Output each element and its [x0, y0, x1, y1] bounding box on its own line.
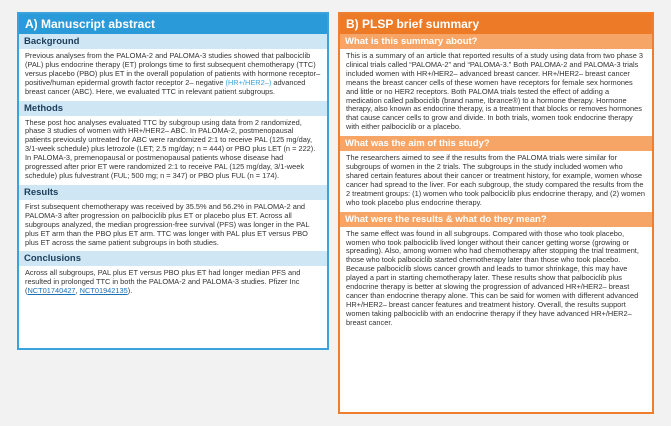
- about-text: This is a summary of an article that reported results of a study using data from two phase 3 clinical trials called “PALOMA-2” and “PALOMA-3.” Both PALOMA-2 and PALOMA-3 trials included women with HR+/HER2– advanced breast cancer. HR+/HER2– breast cancer means the breast cancer cells of these women have receptors for female sex hormones and little or no HER2 receptors. Both PALOMA trials tested the effect of adding a medication called palbociclib (brand name, Ibrance®) to a hormone therapy. Hormone therapy, also known as endocrine therapy, is a treatment that blocks or removes hormones that cause cancer cells to grow and divide. In both trials, women took endocrine therapy with either palbociclib or a placebo.: [346, 51, 643, 132]
- methods-text: These post hoc analyses evaluated TTC by subgroup using data from 2 randomized, phase 3 studies of women with HR+/HER2– ABC. In PALOMA-2, postmenopausal patients previously untreated for ABC were randomized 2:1 to receive PAL (125 mg/day, 3/1-week schedule) plus letrozole (LET; 2.5 mg/day; n = 444) or PBO plus LET (n = 222). In PALOMA-3, premenopausal or postmenopausal patients whose disease had progressed after prior ET were randomized 2:1 to receive PAL (125 mg/day, 3/1-week schedule) plus fulvestrant (FUL; 500 mg; n = 347) or PBO plus FUL (n = 174).: [25, 117, 316, 180]
- conclusions-heading: Conclusions: [19, 251, 327, 266]
- results-text: First subsequent chemotherapy was received by 35.5% and 56.2% in PALOMA-2 and PALOMA-3 after progression on palbociclib plus ET or placebo plus ET. Across all subgroups analyzed, the median progression-free survival (PFS) was longer in the PAL plus ET arm than the PBO plus ET arm. TTC was longer with PAL plus ET versus PBO plus ET across the same patient subgroups in both studies.: [25, 201, 310, 247]
- conclusions-end: ).: [127, 286, 133, 296]
- results-heading: Results: [19, 185, 327, 200]
- conclusions-text: [19, 266, 327, 300]
- background-text: [19, 49, 327, 101]
- results-meaning-heading: What were the results & what do they mean?: [340, 212, 652, 227]
- conclusions-text-main: Across all subgroups, PAL plus ET versus PBO plus ET had longer median PFS and resulted in prolonged TTC in both the PALOMA-2 and PALOMA-3 studies. Pfizer Inc (: [25, 268, 301, 296]
- methods-heading: Methods: [19, 101, 327, 116]
- plsp-summary-title: B) PLSP brief summary: [340, 14, 652, 34]
- background-text-a: Previous analyses from the PALOMA-2 and PALOMA-3 studies showed that palbociclib (PAL) plus endocrine therapy (ET) prolongs time to first subsequent chemotherapy (TTC) versus placebo (PBO) plus ET in the overall population of patients with hormone receptor–positive/human epidermal growth factor receptor 2– negative: [25, 51, 321, 87]
- hr-her2-highlight: (HR+/HER2–): [225, 77, 272, 87]
- background-heading: Background: [19, 34, 327, 49]
- manuscript-abstract-title: A) Manuscript abstract: [19, 14, 327, 34]
- nct01942135-link[interactable]: NCT01942135: [79, 286, 128, 296]
- about-heading: What is this summary about?: [340, 34, 652, 49]
- plsp-summary-panel: [338, 12, 654, 414]
- conclusions-sep: ,: [75, 286, 80, 296]
- results-meaning-text: The same effect was found in all subgroups. Compared with those who took placebo, women who took palbociclib lived longer without their cancer getting worse (growing or spreading). Also, among women who had chemotherapy after stopping the trial treatment, those who took palbociclib started chemotherapy later than those who took placebo. Because palbociclib slows cancer growth and leads to tumor shrinkage, this may have played a part in starting chemotherapy later. These results show that palbociclib plus endocrine therapy is better at slowing the progression of advanced HR+/HER2– breast cancer than endocrine therapy alone. This can be said for women with different advanced HR+/HER2– breast cancer features and treatment history. Overall, the results support women taking palbociclib with an endocrine therapy if they have advanced HR+/HER2– breast cancer.: [346, 228, 639, 327]
- aim-text: The researchers aimed to see if the results from the PALOMA trials were similar for subgroups of women in the 2 trials. The subgroups in the study included women who shared certain features about their cancer or treatment history, for example, women whose cancer had spread to the liver. For each subgroup, the study compared the results from the 2 treatment groups: (1) women who took palbociclib plus endocrine therapy, and (2) women who took placebo plus endocrine therapy.: [346, 153, 645, 207]
- nct01740427-link[interactable]: NCT01740427: [27, 286, 76, 296]
- aim-heading: What was the aim of this study?: [340, 136, 652, 151]
- background-text-b: advanced breast cancer (ABC). Here, we evaluated TTC in relevant patient subgroups.: [25, 77, 306, 96]
- manuscript-abstract-panel: [17, 12, 329, 350]
